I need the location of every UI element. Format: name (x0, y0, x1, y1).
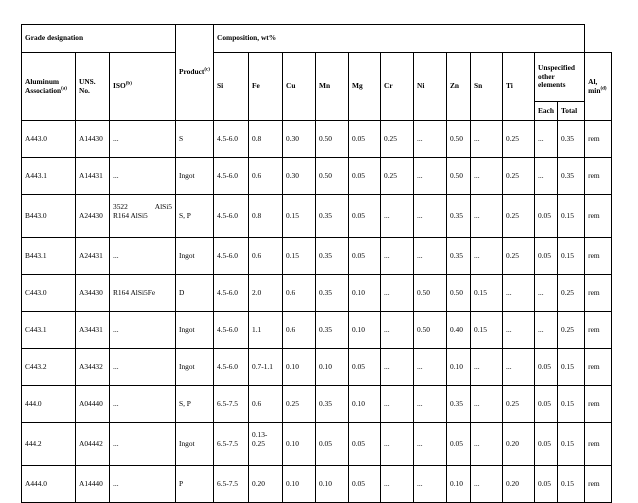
cell-aa: A444.0 (22, 466, 76, 503)
cell-sn: ... (471, 121, 503, 158)
cell-each: ... (535, 275, 558, 312)
cell-iso: R164 AlSi5Fe (110, 275, 176, 312)
table-row (22, 238, 612, 275)
cell-ti: 0.25 (503, 158, 535, 195)
cell-iso: ... (110, 349, 176, 386)
cell-cr: ... (381, 466, 414, 503)
cell-mn: 0.50 (316, 121, 349, 158)
iso-code: 3522 (113, 202, 128, 211)
cell-each: 0.05 (535, 386, 558, 423)
cell-fe: 0.20 (249, 466, 283, 503)
each-header: Each (535, 102, 558, 121)
cell-product: D (176, 275, 214, 312)
table-body (22, 121, 612, 503)
cell-iso: ... (110, 386, 176, 423)
cell-each: ... (535, 158, 558, 195)
cell-ti: 0.25 (503, 238, 535, 275)
cell-product: Ingot (176, 312, 214, 349)
cell-mn: 0.50 (316, 158, 349, 195)
cell-cu: 0.15 (283, 238, 316, 275)
sn-header: Sn (471, 53, 503, 121)
cell-aa: A443.1 (22, 158, 76, 195)
cell-cr: ... (381, 386, 414, 423)
cr-header: Cr (381, 53, 414, 121)
ti-header: Ti (503, 53, 535, 121)
cell-mg: 0.10 (349, 275, 381, 312)
table-row (22, 195, 612, 238)
cell-cu: 0.10 (283, 466, 316, 503)
aa-header: Aluminum Association$^{(a)}$ (22, 53, 76, 121)
cell-each: ... (535, 312, 558, 349)
cell-ti: 0.25 (503, 195, 535, 238)
cell-sn: 0.15 (471, 275, 503, 312)
cell-product: S (176, 121, 214, 158)
cell-aa: C443.1 (22, 312, 76, 349)
product-header: Product$^{(c)}$ (176, 25, 214, 121)
mn-header: Mn (316, 53, 349, 121)
table-row (22, 386, 612, 423)
cell-cu: 0.30 (283, 121, 316, 158)
cell-mg: 0.05 (349, 423, 381, 466)
cell-uns: A34431 (76, 312, 110, 349)
cell-uns: A04440 (76, 386, 110, 423)
cell-total: 0.35 (558, 121, 585, 158)
cell-al: rem (585, 423, 612, 466)
cell-product: S, P (176, 195, 214, 238)
cu-header: Cu (283, 53, 316, 121)
cell-al: rem (585, 466, 612, 503)
cell-each: 0.05 (535, 349, 558, 386)
cell-aa: 444.0 (22, 386, 76, 423)
cell-al: rem (585, 195, 612, 238)
cell-ti: ... (503, 275, 535, 312)
cell-iso: ... (110, 121, 176, 158)
cell-total: 0.15 (558, 386, 585, 423)
cell-total: 0.25 (558, 312, 585, 349)
cell-fe: 0.7-1.1 (249, 349, 283, 386)
cell-cu: 0.6 (283, 275, 316, 312)
uns-header: UNS. No. (76, 53, 110, 121)
cell-zn: 0.10 (447, 466, 471, 503)
cell-sn: ... (471, 238, 503, 275)
cell-si: 6.5-7.5 (214, 466, 249, 503)
cell-each: 0.05 (535, 238, 558, 275)
cell-zn: 0.50 (447, 275, 471, 312)
cell-cu: 0.10 (283, 349, 316, 386)
cell-total: 0.15 (558, 349, 585, 386)
cell-sn: ... (471, 195, 503, 238)
table-row (22, 275, 612, 312)
cell-cr: 0.25 (381, 121, 414, 158)
cell-al: rem (585, 275, 612, 312)
cell-ti: ... (503, 312, 535, 349)
cell-mn: 0.10 (316, 466, 349, 503)
cell-uns: A24431 (76, 238, 110, 275)
cell-mn: 0.10 (316, 349, 349, 386)
cell-each: ... (535, 121, 558, 158)
cell-sn: ... (471, 466, 503, 503)
cell-si: 4.5-6.0 (214, 121, 249, 158)
header-row-2 (22, 53, 612, 102)
fe-header: Fe (249, 53, 283, 121)
cell-aa: B443.0 (22, 195, 76, 238)
cell-uns: A34430 (76, 275, 110, 312)
cell-mn: 0.05 (316, 423, 349, 466)
cell-al: rem (585, 158, 612, 195)
cell-fe: 2.0 (249, 275, 283, 312)
cell-each: 0.05 (535, 195, 558, 238)
cell-sn: ... (471, 386, 503, 423)
cell-zn: 0.10 (447, 349, 471, 386)
cell-aa: C443.0 (22, 275, 76, 312)
cell-uns: A34432 (76, 349, 110, 386)
table-row (22, 312, 612, 349)
cell-ti: 0.25 (503, 121, 535, 158)
cell-uns: A14431 (76, 158, 110, 195)
unspecified-header: Unspecified other elements (535, 53, 585, 102)
cell-ni: ... (414, 386, 447, 423)
cell-sn: ... (471, 158, 503, 195)
cell-aa: C443.2 (22, 349, 76, 386)
cell-cr: ... (381, 238, 414, 275)
total-header: Total (558, 102, 585, 121)
cell-ti: ... (503, 349, 535, 386)
cell-iso (110, 195, 176, 238)
cell-mn: 0.35 (316, 275, 349, 312)
cell-aa: A443.0 (22, 121, 76, 158)
cell-al: rem (585, 312, 612, 349)
cell-al: rem (585, 121, 612, 158)
cell-product: S, P (176, 386, 214, 423)
cell-fe: 0.8 (249, 121, 283, 158)
cell-total: 0.35 (558, 158, 585, 195)
cell-cr: ... (381, 423, 414, 466)
cell-mn: 0.35 (316, 312, 349, 349)
cell-uns: A14440 (76, 466, 110, 503)
cell-total: 0.15 (558, 238, 585, 275)
cell-si: 4.5-6.0 (214, 238, 249, 275)
mg-header: Mg (349, 53, 381, 121)
cell-si: 4.5-6.0 (214, 312, 249, 349)
cell-sn: 0.15 (471, 312, 503, 349)
cell-si: 6.5-7.5 (214, 386, 249, 423)
cell-total: 0.15 (558, 195, 585, 238)
cell-mg: 0.05 (349, 195, 381, 238)
cell-ni: ... (414, 195, 447, 238)
cell-zn: 0.35 (447, 386, 471, 423)
cell-zn: 0.35 (447, 195, 471, 238)
cell-product: P (176, 466, 214, 503)
composition-table (21, 24, 612, 503)
cell-ti: 0.25 (503, 386, 535, 423)
cell-cr: ... (381, 312, 414, 349)
table-row (22, 423, 612, 466)
cell-fe: 0.13-0.25 (249, 423, 283, 466)
cell-product: Ingot (176, 158, 214, 195)
cell-mn: 0.35 (316, 386, 349, 423)
cell-total: 0.15 (558, 466, 585, 503)
cell-fe: 0.6 (249, 158, 283, 195)
cell-ti: 0.20 (503, 423, 535, 466)
table-row (22, 349, 612, 386)
cell-cu: 0.15 (283, 195, 316, 238)
cell-cu: 0.25 (283, 386, 316, 423)
cell-si: 4.5-6.0 (214, 349, 249, 386)
iso-alt: R164 AlSi5 (113, 210, 148, 220)
cell-si: 4.5-6.0 (214, 195, 249, 238)
cell-fe: 1.1 (249, 312, 283, 349)
ni-header: Ni (414, 53, 447, 121)
cell-product: Ingot (176, 349, 214, 386)
cell-mg: 0.10 (349, 386, 381, 423)
cell-iso: ... (110, 423, 176, 466)
cell-zn: 0.05 (447, 423, 471, 466)
cell-al: rem (585, 349, 612, 386)
cell-uns: A14430 (76, 121, 110, 158)
cell-mg: 0.05 (349, 238, 381, 275)
cell-ni: 0.50 (414, 275, 447, 312)
cell-fe: 0.6 (249, 386, 283, 423)
cell-product: Ingot (176, 238, 214, 275)
cell-zn: 0.35 (447, 238, 471, 275)
cell-iso: ... (110, 466, 176, 503)
cell-uns: A04442 (76, 423, 110, 466)
cell-total: 0.15 (558, 423, 585, 466)
cell-mg: 0.10 (349, 312, 381, 349)
cell-cr: ... (381, 195, 414, 238)
cell-fe: 0.8 (249, 195, 283, 238)
iso-header: ISO$^{(b)}$ (110, 53, 176, 121)
cell-each: 0.05 (535, 423, 558, 466)
cell-zn: 0.50 (447, 158, 471, 195)
cell-mn: 0.35 (316, 238, 349, 275)
cell-iso: ... (110, 238, 176, 275)
cell-fe: 0.6 (249, 238, 283, 275)
cell-iso: ... (110, 158, 176, 195)
cell-iso: ... (110, 312, 176, 349)
cell-cr: ... (381, 349, 414, 386)
cell-aa: 444.2 (22, 423, 76, 466)
table-row (22, 466, 612, 503)
cell-si: 4.5-6.0 (214, 158, 249, 195)
cell-zn: 0.40 (447, 312, 471, 349)
cell-si: 6.5-7.5 (214, 423, 249, 466)
cell-sn: ... (471, 349, 503, 386)
cell-cu: 0.6 (283, 312, 316, 349)
cell-ni: ... (414, 423, 447, 466)
cell-ni: ... (414, 121, 447, 158)
cell-mg: 0.05 (349, 158, 381, 195)
cell-ni: ... (414, 466, 447, 503)
cell-cu: 0.10 (283, 423, 316, 466)
cell-mg: 0.05 (349, 466, 381, 503)
table-row (22, 121, 612, 158)
cell-al: rem (585, 238, 612, 275)
cell-al: rem (585, 386, 612, 423)
zn-header: Zn (447, 53, 471, 121)
table-row (22, 158, 612, 195)
cell-ni: ... (414, 238, 447, 275)
cell-cr: ... (381, 275, 414, 312)
cell-ti: 0.20 (503, 466, 535, 503)
cell-sn: ... (471, 423, 503, 466)
cell-ni: ... (414, 158, 447, 195)
cell-each: 0.05 (535, 466, 558, 503)
cell-mn: 0.35 (316, 195, 349, 238)
header-row-1 (22, 25, 612, 53)
cell-mg: 0.05 (349, 121, 381, 158)
al-min-header: Al, $\min^{(d)}$ (585, 53, 612, 121)
cell-aa: B443.1 (22, 238, 76, 275)
cell-mg: 0.05 (349, 349, 381, 386)
composition-header: Composition, wt% (214, 25, 585, 53)
si-header: Si (214, 53, 249, 121)
iso-alloy: AlSi5 (154, 202, 172, 211)
cell-cu: 0.30 (283, 158, 316, 195)
cell-product: Ingot (176, 423, 214, 466)
cell-cr: 0.25 (381, 158, 414, 195)
cell-si: 4.5-6.0 (214, 275, 249, 312)
cell-uns: A24430 (76, 195, 110, 238)
cell-zn: 0.50 (447, 121, 471, 158)
cell-ni: ... (414, 349, 447, 386)
grade-designation-header: Grade designation (22, 25, 176, 53)
cell-total: 0.25 (558, 275, 585, 312)
cell-ni: 0.50 (414, 312, 447, 349)
